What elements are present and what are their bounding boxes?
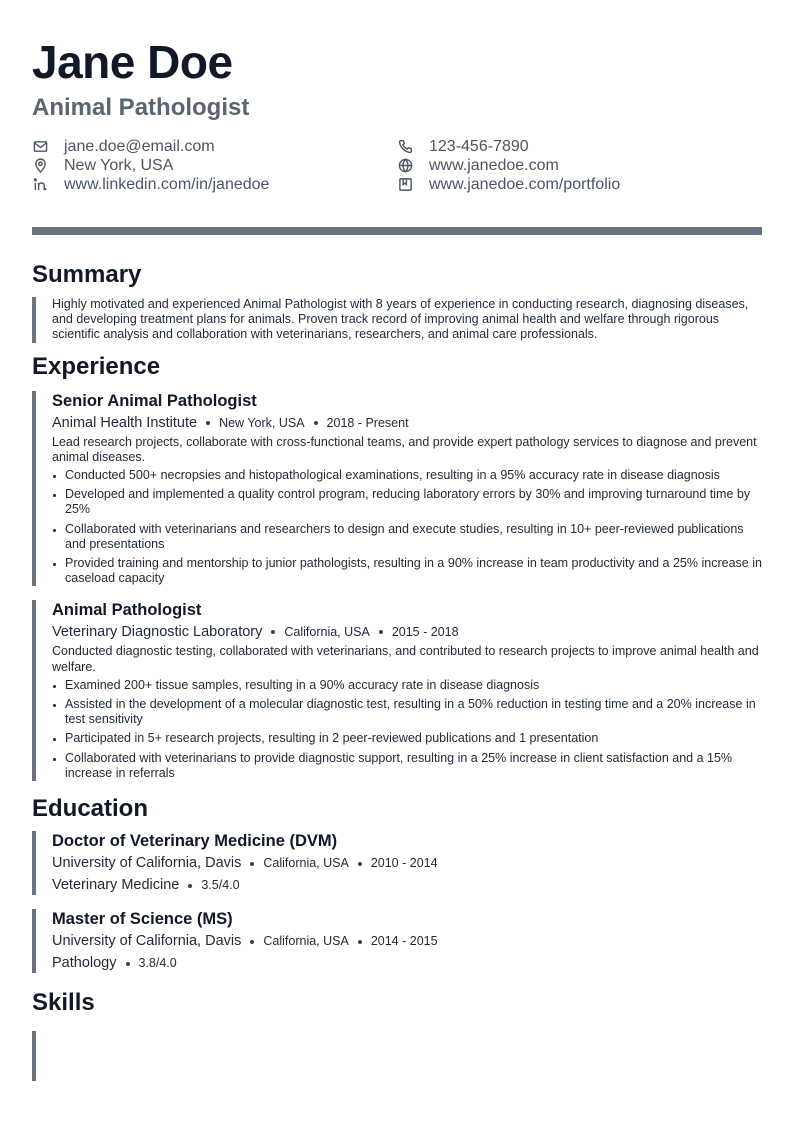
skills-heading: Skills xyxy=(32,989,95,1017)
linkedin-text: www.linkedin.com/in/janedoe xyxy=(64,175,270,193)
bookmark-icon xyxy=(397,177,413,193)
list-item: Developed and implemented a quality control program, reducing laboratory errors by 30% and improving turnaround time by 25% xyxy=(52,487,762,517)
list-item: Collaborated with veterinarians to provide diagnostic support, resulting in a 25% increase in client satisfaction and a 15% increase in referrals xyxy=(52,751,762,781)
contact-website[interactable] xyxy=(397,156,762,175)
skills-list xyxy=(32,1031,762,1081)
field-line xyxy=(52,954,762,973)
school-location: California, USA xyxy=(263,856,349,871)
map-pin-icon xyxy=(32,158,48,174)
school-line xyxy=(52,854,762,873)
contact-location xyxy=(32,156,397,175)
education-entry xyxy=(32,831,762,895)
email-text: jane.doe@email.com xyxy=(64,137,215,155)
list-item: Conducted 500+ necropsies and histopathological examinations, resulting in a 95% accuracy rate in disease diagnosis xyxy=(52,468,762,483)
separator-dot xyxy=(206,421,210,425)
contact-email[interactable] xyxy=(32,137,397,156)
job-location: New York, USA xyxy=(219,415,305,430)
job-achievements xyxy=(52,678,762,781)
separator-dot xyxy=(379,630,383,634)
candidate-name: Jane Doe xyxy=(32,36,233,88)
school-dates: 2010 - 2014 xyxy=(370,856,438,871)
job-company: Animal Health Institute xyxy=(52,414,198,431)
separator-dot xyxy=(250,862,254,866)
job-dates: 2018 - Present xyxy=(326,415,409,430)
job-achievements xyxy=(52,468,762,586)
job-location: California, USA xyxy=(284,625,370,640)
gpa: 3.5/4.0 xyxy=(201,878,240,893)
summary-text: Highly motivated and experienced Animal Pathologist with 8 years of experience in conducting research, diagnosing diseases, and developing treatment plans for animals. Proven track record of improving animal health and welfare through rigorous scientific analysis and collaboration with veterinarians, researchers, and animal care professionals. xyxy=(32,297,762,343)
linkedin-icon xyxy=(32,177,48,193)
contact-linkedin[interactable] xyxy=(32,175,397,194)
separator-dot xyxy=(271,630,275,634)
mail-icon xyxy=(32,139,48,155)
header-divider xyxy=(32,227,762,235)
gpa: 3.8/4.0 xyxy=(138,956,177,971)
field-line xyxy=(52,876,762,895)
globe-icon xyxy=(397,158,413,174)
job-entry xyxy=(32,600,762,781)
education-heading: Education xyxy=(32,795,149,823)
contact-list xyxy=(32,137,762,194)
portfolio-text: www.janedoe.com/portfolio xyxy=(429,175,621,193)
contact-phone[interactable] xyxy=(397,137,762,156)
job-meta xyxy=(52,414,762,432)
school-name: University of California, Davis xyxy=(52,933,242,950)
contact-portfolio[interactable] xyxy=(397,175,762,194)
degree-title: Master of Science (MS) xyxy=(52,910,233,929)
job-entry xyxy=(32,391,762,587)
phone-text: 123-456-7890 xyxy=(429,137,529,155)
job-title: Senior Animal Pathologist xyxy=(52,391,257,410)
degree-title: Doctor of Veterinary Medicine (DVM) xyxy=(52,832,338,851)
job-dates: 2015 - 2018 xyxy=(391,625,459,640)
list-item: Examined 200+ tissue samples, resulting in a 90% accuracy rate in disease diagnosis xyxy=(52,678,762,693)
list-item: Provided training and mentorship to junior pathologists, resulting in a 90% increase in team productivity and a 25% increase in caseload capacity xyxy=(52,556,762,586)
field-of-study: Pathology xyxy=(52,955,117,972)
list-item: Assisted in the development of a molecular diagnostic test, resulting in a 50% reduction in testing time and a 20% increase in test sensitivity xyxy=(52,697,762,727)
phone-icon xyxy=(397,139,413,155)
field-of-study: Veterinary Medicine xyxy=(52,877,180,894)
candidate-title: Animal Pathologist xyxy=(32,94,250,121)
separator-dot xyxy=(358,940,362,944)
education-entry xyxy=(32,909,762,973)
job-description: Conducted diagnostic testing, collaborated with veterinarians, and contributed to research projects to improve animal health and welfare. xyxy=(52,644,759,674)
separator-dot xyxy=(188,884,192,888)
list-item: Participated in 5+ research projects, resulting in 2 peer-reviewed publications and 1 presentation xyxy=(52,731,762,746)
separator-dot xyxy=(314,421,318,425)
job-title: Animal Pathologist xyxy=(52,601,202,620)
list-item: Collaborated with veterinarians and researchers to design and execute studies, resulting in 10+ peer-reviewed publications and presentations xyxy=(52,522,762,552)
job-description: Lead research projects, collaborate with cross-functional teams, and provide expert pathology services to diagnose and prevent animal diseases. xyxy=(52,434,757,464)
location-text: New York, USA xyxy=(64,156,174,174)
separator-dot xyxy=(358,862,362,866)
resume-page xyxy=(32,36,762,1081)
separator-dot xyxy=(126,962,130,966)
school-dates: 2014 - 2015 xyxy=(370,934,438,949)
job-meta xyxy=(52,623,762,641)
school-location: California, USA xyxy=(263,934,349,949)
school-name: University of California, Davis xyxy=(52,855,242,872)
job-company: Veterinary Diagnostic Laboratory xyxy=(52,624,263,641)
summary-heading: Summary xyxy=(32,261,142,288)
experience-heading: Experience xyxy=(32,352,161,380)
separator-dot xyxy=(250,940,254,944)
school-line xyxy=(52,932,762,951)
website-text: www.janedoe.com xyxy=(429,156,559,174)
